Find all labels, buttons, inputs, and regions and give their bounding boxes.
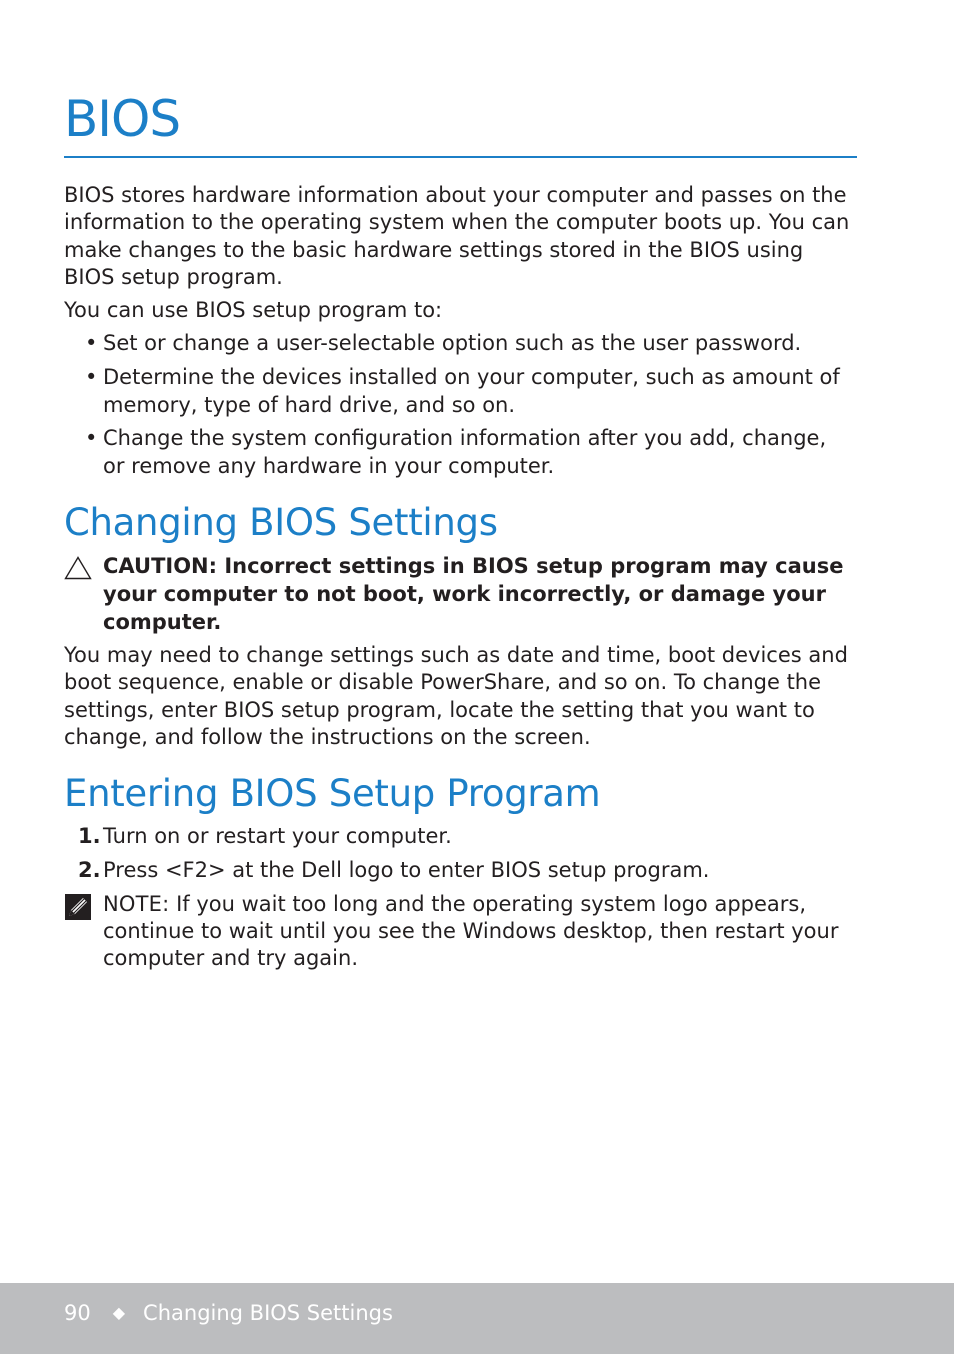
list-item [64,330,854,357]
list-item-text: Set or change a user-selectable option such as the user password. [103,331,802,356]
diamond-separator-icon: ◆ [112,1303,126,1322]
note-label: NOTE: [103,891,170,916]
list-item-text: Determine the devices installed on your computer, such as amount of memory, type of hard drive, and so on. [103,365,840,417]
bullet-icon: • [85,426,98,451]
note-notice [64,891,854,973]
step-number: 2. [78,857,101,882]
list-item-text: Change the system configuration information after you add, change, or remove any hardware in your computer. [103,426,827,478]
uses-list [64,330,854,479]
footer-text [64,1299,393,1327]
page-title: BIOS [64,90,181,148]
intro-paragraph: BIOS stores hardware information about your computer and passes on the information to the operating system when the computer boots up. You can make changes to the basic hardware settings stored in the BIOS using BIOS setup program. [64,183,850,289]
page-number: 90 [64,1301,91,1325]
list-item [64,425,854,480]
page-content [64,182,854,973]
caution-notice [64,552,854,636]
step-text: Turn on or restart your computer. [103,824,452,849]
list-item [64,364,854,419]
title-rule [64,156,857,158]
section-heading-entering: Entering BIOS Setup Program [64,772,601,816]
section-heading-changing: Changing BIOS Settings [64,500,498,544]
caution-triangle-icon [64,556,92,580]
note-text: If you wait too long and the operating system logo appears, continue to wait until you see the Windows desktop, then restart your computer and try again. [103,891,839,971]
uses-lead: You can use BIOS setup program to: [64,298,443,323]
changing-paragraph: You may need to change settings such as date and time, boot devices and boot sequence, enable or disable PowerShare, and so on. To change the settings, enter BIOS setup program, locate the setting that you want to change, and follow the instructions on the screen. [64,642,848,749]
note-pencil-icon [64,893,92,921]
caution-text: CAUTION: Incorrect settings in BIOS setup program may cause your computer to not boot, work incorrectly, or damage your computer. [103,553,844,634]
bullet-icon: • [85,331,98,356]
footer-section-title: Changing BIOS Settings [143,1301,393,1325]
step-text: Press <F2> at the Dell logo to enter BIOS setup program. [103,857,710,882]
bullet-icon: • [85,365,98,390]
page-footer [0,1283,954,1354]
step-number: 1. [78,824,101,849]
steps-list [64,823,854,884]
step-item [64,823,854,850]
step-item [64,857,854,884]
